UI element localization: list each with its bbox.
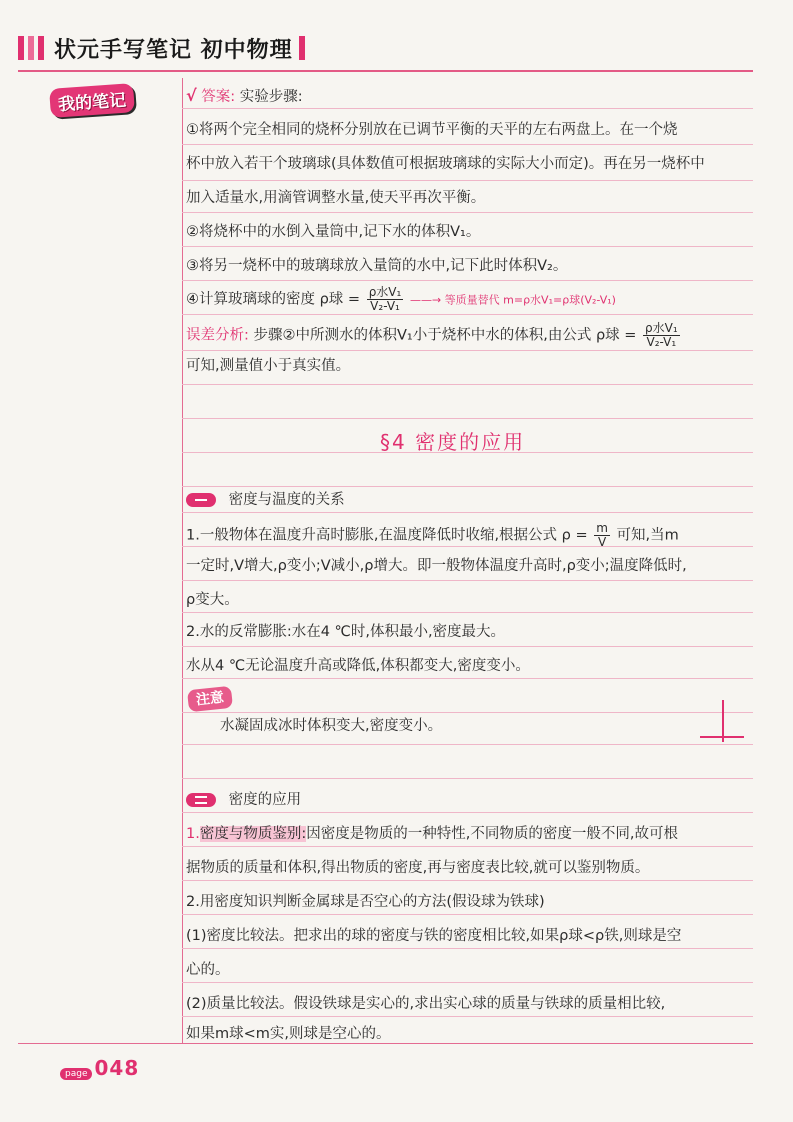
decorative-mark [700, 736, 744, 738]
part1-p1-line-b: 一定时,V增大,ρ变小;V减小,ρ增大。即一般物体温度升高时,ρ变小;温度降低时, [186, 558, 687, 574]
part2-heading-line [186, 790, 746, 810]
section-title: §4 密度的应用 [380, 430, 526, 454]
ruled-line [182, 880, 753, 881]
part1-heading: 密度与温度的关系 [228, 492, 345, 508]
fraction-denominator: V [597, 535, 607, 549]
page-number: 048 [94, 1056, 140, 1080]
answer-label: 答案: [201, 89, 236, 105]
ruled-line [182, 982, 753, 983]
ruled-line [182, 418, 753, 419]
ruled-line [182, 846, 753, 847]
error-conclusion-line: 可知,测量值小于真实值。 [186, 358, 351, 374]
part1-p1-text: 1.一般物体在温度升高时膨胀,在温度降低时收缩,根据公式 ρ = [186, 527, 588, 544]
ruled-line [182, 280, 753, 281]
part1-p1-text-end: 可知,当m [616, 527, 679, 544]
density-fraction [594, 522, 610, 549]
side-tag-label: 我的笔记 [49, 83, 135, 118]
error-fraction [643, 322, 680, 349]
ruled-line [182, 144, 753, 145]
fraction-numerator: m [596, 521, 608, 535]
ruled-line [182, 486, 753, 487]
margin-line [182, 78, 183, 1044]
error-text: 步骤②中所测水的体积V₁小于烧杯中水的体积,由公式 ρ球 = [253, 327, 637, 344]
ruled-line [182, 180, 753, 181]
note-tag: 注意 [187, 686, 233, 712]
ruled-line [182, 246, 753, 247]
brand-title: 状元手写笔记 初中物理 [54, 37, 293, 63]
ruled-line [182, 384, 753, 385]
ruled-line [182, 350, 753, 351]
part1-heading-line [186, 490, 746, 510]
ruled-line [182, 646, 753, 647]
ruled-line [182, 778, 753, 779]
header-stripe [38, 36, 44, 60]
part2-badge [186, 793, 216, 807]
ruled-line [182, 914, 753, 915]
ruled-line [182, 212, 753, 213]
note-text: 水凝固成冰时体积变大,密度变小。 [220, 718, 443, 734]
step1-line-c: 加入适量水,用滴管调整水量,使天平再次平衡。 [186, 190, 486, 206]
ruled-line [182, 512, 753, 513]
ruled-line [182, 1016, 753, 1017]
part2-p1-text: 因密度是物质的一种特性,不同物质的密度一般不同,故可根 [306, 826, 678, 842]
part2-p1-line-b: 据物质的质量和体积,得出物质的密度,再与密度表比较,就可以鉴别物质。 [186, 860, 650, 876]
error-label: 误差分析: [186, 327, 249, 344]
ruled-line [182, 744, 753, 745]
header-stripe [299, 36, 305, 60]
part2-p4-line-a: (2)质量比较法。假设铁球是实心的,求出实心球的质量与铁球的质量相比较, [186, 996, 666, 1012]
note-tag-line [188, 688, 748, 710]
fraction-numerator: ρ水V₁ [368, 285, 402, 299]
part2-heading: 密度的应用 [228, 792, 302, 808]
step4-text: ④计算玻璃球的密度 ρ球 = [186, 291, 361, 308]
step3-line: ③将另一烧杯中的玻璃球放入量筒的水中,记下此时体积V₂。 [186, 258, 568, 274]
part1-p2-line-a: 2.水的反常膨胀:水在4 ℃时,体积最小,密度最大。 [186, 624, 506, 640]
step4-line [186, 286, 746, 313]
ruled-line [182, 314, 753, 315]
header-stripe [28, 36, 34, 60]
part2-p2-line: 2.用密度知识判断金属球是否空心的方法(假设球为铁球) [186, 894, 545, 910]
step4-note: ——→ 等质量替代 m=ρ水V₁=ρ球(V₂-V₁) [409, 293, 616, 307]
ruled-line [182, 580, 753, 581]
header-rule [18, 70, 753, 72]
part2-p3-line-a: (1)密度比较法。把求出的球的密度与铁的密度相比较,如果ρ球<ρ铁,则球是空 [186, 928, 682, 944]
ruled-line [182, 948, 753, 949]
part2-p3-line-b: 心的。 [186, 962, 230, 978]
answer-title: 实验步骤: [239, 89, 303, 105]
ruled-line [182, 812, 753, 813]
header-bar [18, 34, 305, 62]
page-indicator [60, 1056, 139, 1080]
part1-badge [186, 493, 216, 507]
step4-fraction [367, 286, 404, 313]
ruled-line [182, 678, 753, 679]
part1-p1-line-a [186, 522, 746, 549]
side-tag [50, 86, 134, 115]
part2-p1-keyword: 密度与物质鉴别: [199, 826, 307, 842]
page-label: page [60, 1068, 92, 1080]
check-icon: √ [186, 86, 197, 105]
ruled-line [182, 108, 753, 109]
ruled-line [182, 712, 753, 713]
answer-title-line [186, 86, 746, 107]
step1-line-b: 杯中放入若干个玻璃球(具体数值可根据玻璃球的实际大小而定)。再在另一烧杯中 [186, 156, 705, 172]
step1-line-a: ①将两个完全相同的烧杯分别放在已调节平衡的天平的左右两盘上。在一个烧 [186, 122, 678, 138]
part2-p1-line-a [186, 824, 746, 844]
ruled-line [182, 612, 753, 613]
step2-line: ②将烧杯中的水倒入量筒中,记下水的体积V₁。 [186, 224, 481, 240]
header-stripe [18, 36, 24, 60]
fraction-denominator: V₂-V₁ [646, 335, 677, 349]
part1-p2-line-b: 水从4 ℃无论温度升高或降低,体积都变大,密度变小。 [186, 658, 530, 674]
footer-rule [18, 1043, 753, 1044]
part2-p4-line-b: 如果m球<m实,则球是空心的。 [186, 1026, 391, 1042]
fraction-numerator: ρ水V₁ [645, 321, 678, 335]
fraction-denominator: V₂-V₁ [370, 299, 400, 313]
error-analysis-line [186, 322, 746, 349]
part2-p1-number: 1. [186, 826, 200, 842]
part1-p1-line-c: ρ变大。 [186, 592, 239, 608]
